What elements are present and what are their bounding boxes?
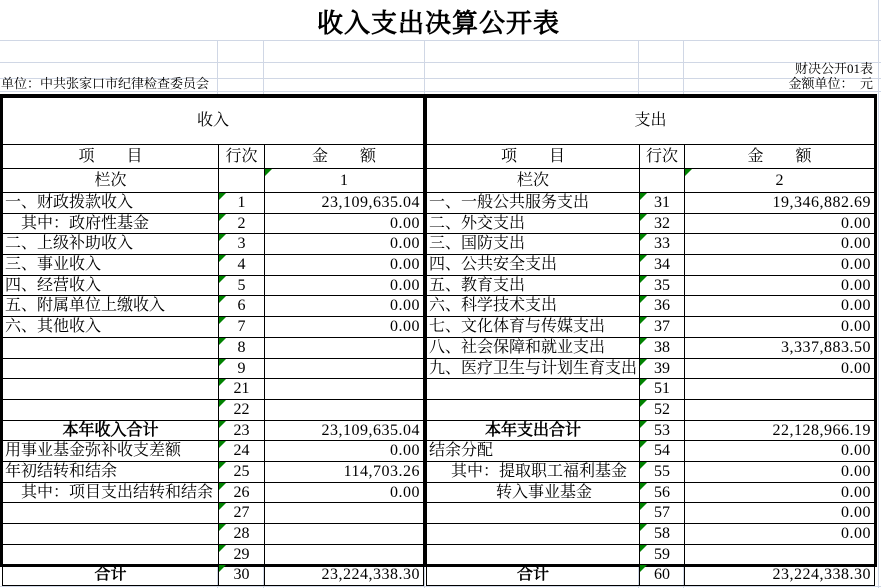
expense-row [427,317,875,338]
expense-row [427,399,875,420]
line-no-cell[interactable]: 53 [640,420,685,441]
expense-row [427,193,875,214]
item-cell[interactable]: 三、国防支出 [427,234,640,255]
item-cell[interactable]: 其中：政府性基金 [3,213,219,234]
amount-cell[interactable]: 0.00 [685,503,875,524]
amount-cell[interactable]: 0.00 [685,255,875,276]
income-row [3,482,424,503]
amount-cell[interactable]: 0.00 [685,275,875,296]
item-cell[interactable]: 四、经营收入 [3,275,219,296]
line-no-cell[interactable]: 33 [640,234,685,255]
item-cell[interactable]: 合计 [427,565,640,586]
amount-cell[interactable] [265,399,424,420]
amount-cell[interactable]: 0.00 [685,213,875,234]
expense-rows [427,98,875,586]
item-cell[interactable] [3,358,219,379]
amount-cell[interactable]: 22,128,966.19 [685,420,875,441]
gridline [683,40,684,94]
line-no-cell[interactable]: 56 [640,482,685,503]
income-table [2,97,424,586]
income-section-header[interactable]: 收入 [3,98,424,145]
main-table [0,94,877,584]
amount-cell[interactable]: 23,224,338.30 [685,565,875,586]
item-cell[interactable]: 用事业基金弥补收支差额 [3,441,219,462]
income-row [3,565,424,586]
amount-cell[interactable]: 3,337,883.50 [685,337,875,358]
item-cell[interactable]: 其中：提取职工福利基金 [427,461,640,482]
item-cell[interactable]: 本年收入合计 [3,420,219,441]
gridline [0,40,881,41]
line-no-cell[interactable]: 38 [640,337,685,358]
gridline [878,0,879,588]
income-rank-row [3,169,424,193]
item-cell[interactable] [3,503,219,524]
expense-rank-row [427,169,875,193]
income-rank-lineno-cell[interactable] [219,169,265,193]
item-cell[interactable]: 三、事业收入 [3,255,219,276]
amount-cell[interactable]: 0.00 [265,296,424,317]
amount-cell[interactable] [685,399,875,420]
item-cell[interactable]: 本年支出合计 [427,420,640,441]
expense-row [427,255,875,276]
amount-cell[interactable]: 0.00 [685,524,875,545]
income-row [3,544,424,565]
line-no-cell[interactable]: 26 [219,482,265,503]
amount-cell[interactable]: 0.00 [685,461,875,482]
income-row [3,234,424,255]
expense-row [427,296,875,317]
item-cell[interactable]: 二、上级补助收入 [3,234,219,255]
item-cell[interactable] [3,544,219,565]
amount-cell[interactable]: 0.00 [265,317,424,338]
income-header-row [3,98,424,145]
income-rank-value[interactable]: 1 [265,169,424,193]
expense-row [427,420,875,441]
item-cell[interactable] [427,379,640,400]
line-no-cell[interactable]: 59 [640,544,685,565]
income-row [3,524,424,545]
line-no-cell[interactable]: 58 [640,524,685,545]
amount-cell[interactable]: 0.00 [265,213,424,234]
income-lineno-header[interactable]: 行次 [219,145,265,169]
line-no-cell[interactable]: 9 [219,358,265,379]
income-row [3,317,424,338]
item-cell[interactable]: 六、其他收入 [3,317,219,338]
income-row [3,503,424,524]
expense-row [427,565,875,586]
line-no-cell[interactable]: 23 [219,420,265,441]
amount-cell[interactable]: 0.00 [685,441,875,462]
income-item-header[interactable]: 项 目 [3,145,219,169]
income-section [2,97,426,584]
line-no-cell[interactable]: 21 [219,379,265,400]
amount-cell[interactable]: 0.00 [265,482,424,503]
expense-row [427,358,875,379]
amount-cell[interactable]: 0.00 [265,441,424,462]
item-cell[interactable]: 五、教育支出 [427,275,640,296]
line-no-cell[interactable]: 1 [219,193,265,214]
amount-cell[interactable]: 0.00 [265,255,424,276]
amount-cell[interactable]: 114,703.26 [265,461,424,482]
item-cell[interactable] [427,503,640,524]
amount-cell[interactable]: 0.00 [265,234,424,255]
line-no-cell[interactable]: 6 [219,296,265,317]
line-no-cell[interactable]: 24 [219,441,265,462]
item-cell[interactable]: 结余分配 [427,441,640,462]
table-code-label: 财决公开01表 [794,61,873,76]
expense-header-row [427,98,875,145]
gridline [0,586,881,587]
expense-row [427,234,875,255]
item-cell[interactable] [427,544,640,565]
income-row [3,358,424,379]
income-row [3,337,424,358]
item-cell[interactable]: 四、公共安全支出 [427,255,640,276]
amount-cell[interactable]: 0.00 [685,317,875,338]
amount-cell[interactable]: 0.00 [685,482,875,503]
amount-cell[interactable] [265,503,424,524]
line-no-cell[interactable]: 31 [640,193,685,214]
item-cell[interactable] [3,399,219,420]
income-row [3,193,424,214]
gridline [217,40,218,94]
line-no-cell[interactable]: 7 [219,317,265,338]
expense-item-header[interactable]: 项 目 [427,145,640,169]
income-column-header-row [3,145,424,169]
amount-cell[interactable]: 0.00 [265,275,424,296]
item-cell[interactable]: 转入事业基金 [427,482,640,503]
amount-cell[interactable]: 23,109,635.04 [265,193,424,214]
item-cell[interactable]: 一、一般公共服务支出 [427,193,640,214]
expense-row [427,379,875,400]
line-no-cell[interactable]: 51 [640,379,685,400]
item-cell[interactable]: 合计 [3,565,219,586]
gridline [0,91,881,92]
line-no-cell[interactable]: 30 [219,565,265,586]
line-no-cell[interactable]: 8 [219,337,265,358]
currency-unit-label: 金额单位： 元 [788,76,873,91]
amount-cell[interactable]: 0.00 [685,296,875,317]
income-rank-label[interactable]: 栏次 [3,169,219,193]
line-no-cell[interactable]: 54 [640,441,685,462]
item-cell[interactable]: 六、科学技术支出 [427,296,640,317]
line-no-cell[interactable]: 39 [640,358,685,379]
income-row [3,461,424,482]
item-cell[interactable]: 八、社会保障和就业支出 [427,337,640,358]
expense-lineno-header[interactable]: 行次 [640,145,685,169]
item-cell[interactable] [427,524,640,545]
amount-cell[interactable]: 19,346,882.69 [685,193,875,214]
gridline [424,40,425,94]
amount-cell[interactable] [265,358,424,379]
gridline [638,40,639,94]
item-cell[interactable] [3,524,219,545]
income-row [3,379,424,400]
amount-cell[interactable] [265,379,424,400]
amount-cell[interactable] [265,544,424,565]
income-row [3,399,424,420]
expense-row [427,337,875,358]
item-cell[interactable]: 其中：项目支出结转和结余 [3,482,219,503]
income-rows [3,98,424,586]
item-cell[interactable]: 年初结转和结余 [3,461,219,482]
line-no-cell[interactable]: 29 [219,544,265,565]
income-row [3,420,424,441]
item-cell[interactable] [3,337,219,358]
expense-row [427,524,875,545]
expense-table [426,97,875,586]
line-no-cell[interactable]: 27 [219,503,265,524]
line-no-cell[interactable]: 55 [640,461,685,482]
line-no-cell[interactable]: 2 [219,213,265,234]
gridline [263,40,264,94]
amount-cell[interactable] [265,337,424,358]
unit-name-label: 单位：中共张家口市纪律检查委员会 [1,76,210,91]
income-row [3,275,424,296]
item-cell[interactable]: 七、文化体育与传媒支出 [427,317,640,338]
gridline [0,62,881,63]
line-no-cell[interactable]: 34 [640,255,685,276]
line-no-cell[interactable]: 5 [219,275,265,296]
amount-cell[interactable] [685,544,875,565]
item-cell[interactable]: 五、附属单位上缴收入 [3,296,219,317]
expense-row [427,482,875,503]
expense-row [427,441,875,462]
page-title: 收入支出决算公开表 [316,9,560,38]
amount-cell[interactable]: 23,109,635.04 [265,420,424,441]
expense-amount-header[interactable]: 金 额 [685,145,875,169]
amount-cell[interactable]: 23,224,338.30 [265,565,424,586]
item-cell[interactable] [427,399,640,420]
line-no-cell[interactable]: 28 [219,524,265,545]
expense-rank-label[interactable]: 栏次 [427,169,640,193]
line-no-cell[interactable]: 37 [640,317,685,338]
income-row [3,441,424,462]
amount-cell[interactable] [685,379,875,400]
line-no-cell[interactable]: 25 [219,461,265,482]
expense-column-header-row [427,145,875,169]
line-no-cell[interactable]: 22 [219,399,265,420]
line-no-cell[interactable]: 4 [219,255,265,276]
expense-rank-lineno-cell[interactable] [640,169,685,193]
income-amount-header[interactable]: 金 额 [265,145,424,169]
expense-rank-value[interactable]: 2 [685,169,875,193]
line-no-cell[interactable]: 35 [640,275,685,296]
amount-cell[interactable] [265,524,424,545]
line-no-cell[interactable]: 32 [640,213,685,234]
amount-cell[interactable]: 0.00 [685,358,875,379]
line-no-cell[interactable]: 52 [640,399,685,420]
item-cell[interactable]: 二、外交支出 [427,213,640,234]
line-no-cell[interactable]: 3 [219,234,265,255]
line-no-cell[interactable]: 57 [640,503,685,524]
item-cell[interactable] [3,379,219,400]
expense-row [427,275,875,296]
expense-row [427,544,875,565]
line-no-cell[interactable]: 36 [640,296,685,317]
income-row [3,296,424,317]
item-cell[interactable]: 一、财政拨款收入 [3,193,219,214]
expense-row [427,503,875,524]
expense-section-header[interactable]: 支出 [427,98,875,145]
income-row [3,255,424,276]
expense-section [426,97,875,584]
expense-row [427,461,875,482]
income-row [3,213,424,234]
gridline [424,567,425,588]
line-no-cell[interactable]: 60 [640,565,685,586]
item-cell[interactable]: 九、医疗卫生与计划生育支出 [427,358,640,379]
amount-cell[interactable]: 0.00 [685,234,875,255]
expense-row [427,213,875,234]
